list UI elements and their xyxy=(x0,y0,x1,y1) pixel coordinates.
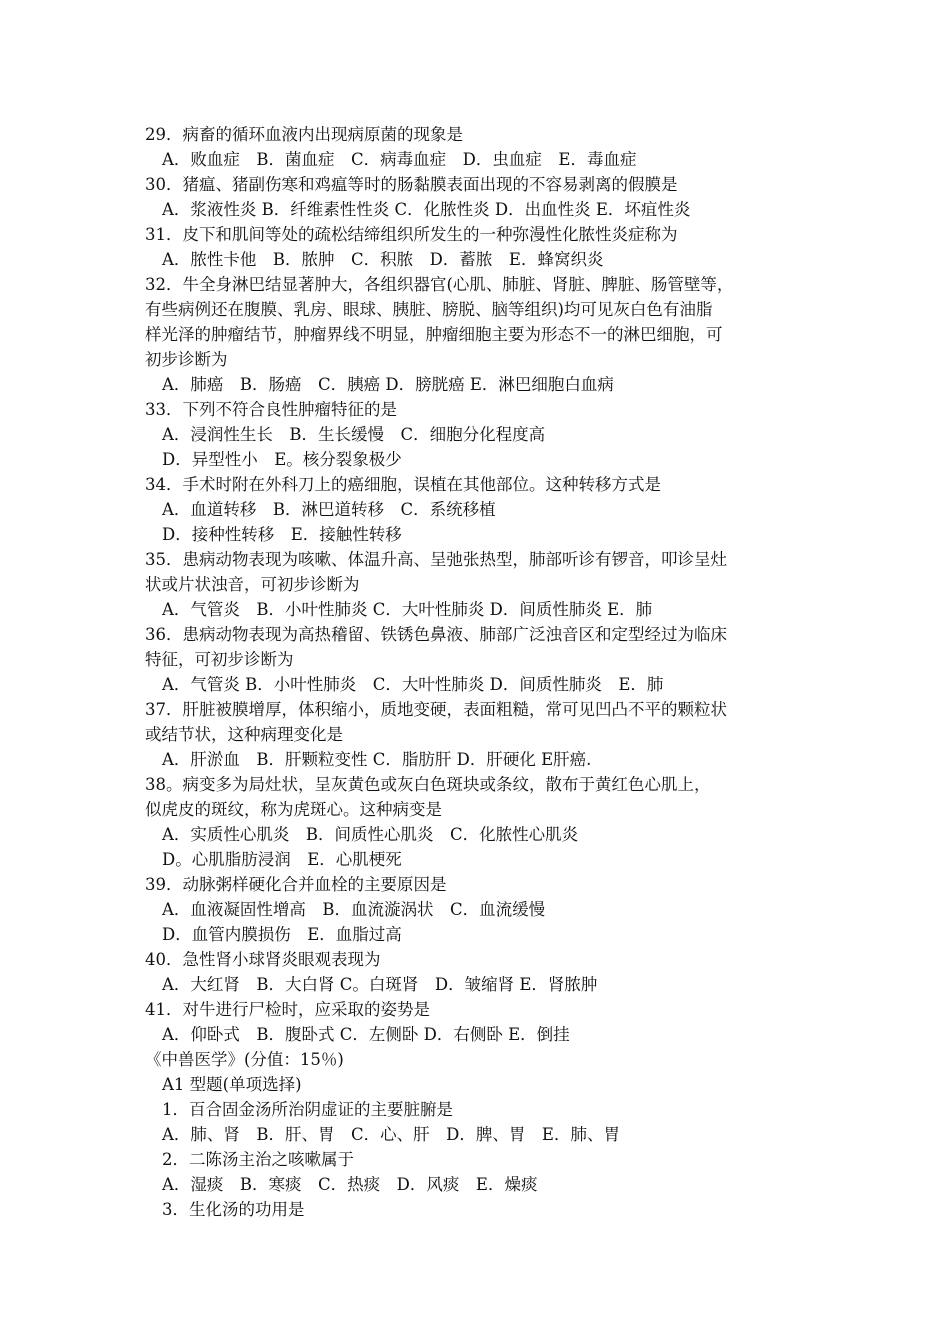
option-line: A．气管炎 B．小叶性肺炎 C．大叶性肺炎 D．间质性肺炎 E．肺 xyxy=(162,675,664,694)
option-line: A．实质性心肌炎 B．间质性心肌炎 C．化脓性心肌炎 xyxy=(162,825,579,844)
question-line: 30．猪瘟、猪副伤寒和鸡瘟等时的肠黏膜表面出现的不容易剥离的假膜是 xyxy=(145,175,678,194)
question-line: 39．动脉粥样硬化合并血栓的主要原因是 xyxy=(145,875,447,894)
option-line: A．大红肾 B．大白肾 C。白斑肾 D．皱缩肾 E．肾脓肿 xyxy=(162,975,598,994)
question-line: 34．手术时附在外科刀上的癌细胞，误植在其他部位。这种转移方式是 xyxy=(145,475,661,494)
option-line: 3．生化汤的功用是 xyxy=(162,1200,305,1219)
question-line: 《中兽医学》(分值：15％) xyxy=(145,1050,344,1069)
option-line: A．败血症 B．菌血症 C．病毒血症 D．虫血症 E．毒血症 xyxy=(162,150,637,169)
question-line: 或结节状，这种病理变化是 xyxy=(145,725,343,744)
question-line: 初步诊断为 xyxy=(145,350,228,369)
option-line: 1．百合固金汤所治阴虚证的主要脏腑是 xyxy=(162,1100,453,1119)
option-line: A．肝淤血 B．肝颗粒变性 C．脂肪肝 D．肝硬化 E肝癌. xyxy=(162,750,592,769)
option-line: D．接种性转移 E．接触性转移 xyxy=(162,525,402,544)
option-line: 2．二陈汤主治之咳嗽属于 xyxy=(162,1150,354,1169)
option-line: A．浆液性炎 B．纤维素性性炎 C．化脓性炎 D．出血性炎 E．坏疽性炎 xyxy=(162,200,691,219)
option-line: A．浸润性生长 B．生长缓慢 C．细胞分化程度高 xyxy=(162,425,546,444)
option-line: A．肺癌 B．肠癌 C．胰癌 D．膀胱癌 E．淋巴细胞白血病 xyxy=(162,375,614,394)
question-line: 32．牛全身淋巴结显著肿大，各组织器官(心肌、肺脏、肾脏、脾脏、肠管壁等， xyxy=(145,275,734,294)
question-line: 41．对牛进行尸检时，应采取的姿势是 xyxy=(145,1000,430,1019)
question-line: 似虎皮的斑纹，称为虎斑心。这种病变是 xyxy=(145,800,442,819)
option-line: A1 型题(单项选择) xyxy=(162,1075,302,1094)
option-line: D。心肌脂肪浸润 E．心肌梗死 xyxy=(162,850,402,869)
option-line: D．异型性小 E。核分裂象极少 xyxy=(162,450,402,469)
question-line: 37．肝脏被膜增厚，体积缩小，质地变硬，表面粗糙，常可见凹凸不平的颗粒状 xyxy=(145,700,727,719)
option-line: D．血管内膜损伤 E．血脂过高 xyxy=(162,925,402,944)
option-line: A．仰卧式 B．腹卧式 C．左侧卧 D．右侧卧 E．倒挂 xyxy=(162,1025,570,1044)
question-line: 33．下列不符合良性肿瘤特征的是 xyxy=(145,400,397,419)
question-line: 有些病例还在腹膜、乳房、眼球、胰脏、膀脱、脑等组织)均可见灰白色有油脂 xyxy=(145,300,713,319)
question-line: 36．患病动物表现为高热稽留、铁锈色鼻液、肺部广泛浊音区和定型经过为临床 xyxy=(145,625,727,644)
question-line: 特征，可初步诊断为 xyxy=(145,650,294,669)
question-line: 样光泽的肿瘤结节，肿瘤界线不明显，肿瘤细胞主要为形态不一的淋巴细胞，可 xyxy=(145,325,723,344)
option-line: A．肺、肾 B．肝、胃 C．心、肝 D．脾、胃 E．肺、胃 xyxy=(162,1125,620,1144)
option-line: A．血液凝固性增高 B．血流漩涡状 C．血流缓慢 xyxy=(162,900,546,919)
option-line: A．血道转移 B．淋巴道转移 C．系统移植 xyxy=(162,500,496,519)
option-line: A．气管炎 B．小叶性肺炎 C．大叶性肺炎 D．间质性肺炎 E．肺 xyxy=(162,600,653,619)
option-line: A．湿痰 B．寒痰 C．热痰 D．风痰 E．燥痰 xyxy=(162,1175,538,1194)
question-line: 35．患病动物表现为咳嗽、体温升高、呈弛张热型，肺部听诊有锣音，叩诊呈灶 xyxy=(145,550,727,569)
question-line: 29．病畜的循环血液内出现病原菌的现象是 xyxy=(145,125,463,144)
question-line: 38。病变多为局灶状，呈灰黄色或灰白色斑块或条纹，散布于黄红色心肌上， xyxy=(145,775,711,794)
question-line: 状或片状浊音，可初步诊断为 xyxy=(145,575,360,594)
question-line: 40．急性肾小球肾炎眼观表现为 xyxy=(145,950,381,969)
question-line: 31．皮下和肌间等处的疏松结缔组织所发生的一种弥漫性化脓性炎症称为 xyxy=(145,225,678,244)
option-line: A．脓性卡他 B．脓肿 C．积脓 D．蓄脓 E．蜂窝织炎 xyxy=(162,250,604,269)
